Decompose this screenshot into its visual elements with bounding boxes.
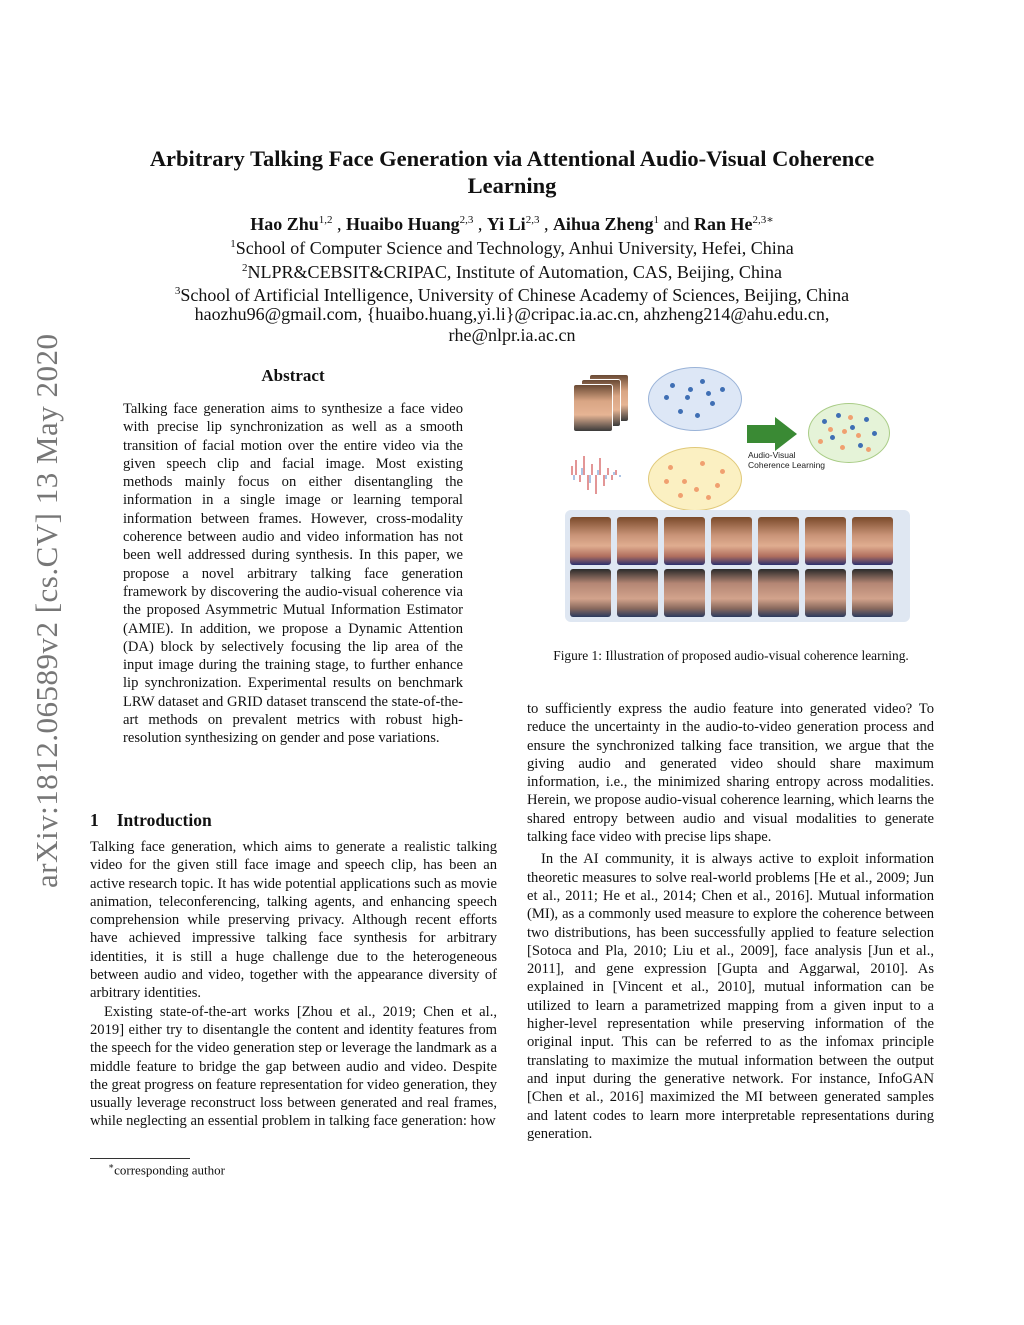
author-list bbox=[100, 208, 924, 236]
generated-face-female bbox=[664, 517, 705, 565]
feature-dot bbox=[694, 487, 699, 492]
generated-face-male bbox=[852, 569, 893, 617]
figure-arrow-label-line-2: Coherence Learning bbox=[748, 460, 826, 470]
feature-dot bbox=[664, 395, 669, 400]
generated-face-female bbox=[711, 517, 752, 565]
emails-line-2: rhe@nlpr.ia.ac.cn bbox=[448, 325, 576, 345]
feature-dot bbox=[830, 435, 835, 440]
intro-left-column bbox=[90, 838, 497, 1131]
audio-feature-ellipse bbox=[648, 447, 742, 511]
audio-waveform-icon bbox=[568, 450, 626, 500]
author-affiliation-marker: 1,2 bbox=[318, 214, 333, 226]
generated-face-male bbox=[570, 569, 611, 617]
generated-face-male bbox=[664, 569, 705, 617]
waveform-red bbox=[572, 456, 616, 494]
affiliation-3-text: School of Artificial Intelligence, University of Chinese Academy of Sciences, Beijing, China bbox=[180, 285, 850, 305]
affiliation-2-marker: 2 bbox=[242, 262, 248, 274]
feature-dot bbox=[858, 443, 863, 448]
abstract-text bbox=[123, 400, 463, 748]
feature-dot bbox=[715, 483, 720, 488]
feature-dot bbox=[822, 419, 827, 424]
author-name: Yi Li bbox=[486, 214, 526, 234]
footnote bbox=[108, 1161, 225, 1178]
feature-dot bbox=[864, 417, 869, 422]
abstract-paragraph: Talking face generation aims to synthesize a face video with precise lip synchronization as well as a smooth transition of facial motion over the entire video via the given speech clip and facial image. Most existing methods mainly focus on either disentangling the information in a single image or learning temporal information between frames. However, cross-modality coherence between audio and video information has not been well addressed during synthesis. In this paper, we propose a novel arbitrary talking face generation framework by discovering the audio-visual coherence via the proposed Asymmetric Mutual Information Estimator (AMIE). In addition, we propose a Dynamic Attention (DA) block by selectively focusing the lip area of the input image during the training stage, to further enhance lip synchronization. Experimental results on benchmark LRW dataset and GRID dataset transcend the state-of-the-art methods on prevalent metrics with robust high-resolution synthesizing on gender and pose variations. bbox=[123, 401, 463, 747]
figure-arrow-label-line-1: Audio-Visual bbox=[748, 450, 796, 460]
author-affiliation-marker: 2,3 bbox=[459, 214, 474, 226]
feature-dot bbox=[688, 387, 693, 392]
figure-1 bbox=[560, 365, 910, 625]
affiliation-1 bbox=[100, 233, 924, 260]
author-separator: , bbox=[539, 214, 553, 234]
feature-dot bbox=[685, 395, 690, 400]
generated-face-female bbox=[805, 517, 846, 565]
right-paragraph-2: In the AI community, it is always active to exploit information theoretic measures to solve real-world problems [He et al., 2009; Jun et al., 2011; He et al., 2014; Chen et al., 2016]. Mutual information (MI), as a commonly used measure to explore the coherence between two distributions, has been successfully applied to feature selection [Sotoca and Pla, 2010; Liu et al., 2009], face analysis [Jun et al., 2011], and gene expression [Gupta and Aggarwal, 2010]. As explained in [Vincent et al., 2010], mutual information can be utilized to learn a parametrized mapping from a given input to a higher-level representation while preserving information of the original input. This can be referred to as the infomax principle translating to maximize the mutual information between the output and input during the generative network. For instance, InfoGAN [Chen et al., 2016] maximized the MI between generated samples and latent codes to learn more interpretable representations during generation. bbox=[527, 851, 934, 1142]
section-heading bbox=[90, 810, 212, 831]
author-affiliation-marker: 2,3∗ bbox=[752, 214, 774, 226]
generated-face-female bbox=[617, 517, 658, 565]
footnote-rule bbox=[90, 1158, 190, 1159]
author-separator: , bbox=[473, 214, 487, 234]
feature-dot bbox=[710, 401, 715, 406]
feature-dot bbox=[828, 427, 833, 432]
feature-dot bbox=[856, 433, 861, 438]
generated-face-male bbox=[711, 569, 752, 617]
visual-feature-ellipse bbox=[648, 367, 742, 431]
figure-caption: Figure 1: Illustration of proposed audio-visual coherence learning. bbox=[553, 648, 909, 663]
author-affiliation-marker: 1 bbox=[653, 214, 659, 226]
feature-dot bbox=[678, 409, 683, 414]
feature-dot bbox=[842, 429, 847, 434]
feature-dot bbox=[668, 465, 673, 470]
feature-dot bbox=[848, 415, 853, 420]
feature-dot bbox=[670, 383, 675, 388]
author-name: Hao Zhu bbox=[250, 214, 319, 234]
right-paragraph-1: to sufficiently express the audio feature into generated video? To reduce the uncertainty in the audio-to-video generation process and ensure the synchronized talking face transition, we argue that the giving audio and generated video should share maximum information, i.e., the minimized sharing entropy across modalities. Herein, we propose audio-visual coherence learning, which learns the shared entropy between audio and visual modalities to generate talking face video with precise lips shape. bbox=[527, 701, 934, 846]
footnote-mark: ∗ bbox=[108, 1161, 115, 1171]
feature-dot bbox=[840, 445, 845, 450]
feature-dot bbox=[700, 379, 705, 384]
section-number: 1 bbox=[90, 810, 99, 830]
feature-dot bbox=[866, 447, 871, 452]
author-affiliation-marker: 2,3 bbox=[525, 214, 540, 226]
feature-dot bbox=[836, 413, 841, 418]
emails-line-1: haozhu96@gmail.com, {huaibo.huang,yi.li}@cripac.ia.ac.cn, ahzheng214@ahu.edu.cn, bbox=[194, 304, 830, 324]
generated-face-female bbox=[570, 517, 611, 565]
section-title: Introduction bbox=[116, 810, 212, 830]
author-name: Ran He bbox=[693, 214, 753, 234]
figure-arrow-label bbox=[748, 450, 825, 470]
title-line-2: Learning bbox=[467, 173, 557, 198]
paper-title bbox=[100, 145, 924, 199]
generated-face-male bbox=[617, 569, 658, 617]
affiliation-3-marker: 3 bbox=[174, 285, 181, 297]
title-line-1: Arbitrary Talking Face Generation via Attentional Audio-Visual Coherence bbox=[149, 146, 875, 171]
generated-face-female bbox=[852, 517, 893, 565]
footnote-text: corresponding author bbox=[114, 1162, 225, 1178]
feature-dot bbox=[720, 387, 725, 392]
affiliation-2-text: NLPR&CEBSIT&CRIPAC, Institute of Automation, CAS, Beijing, China bbox=[247, 262, 782, 282]
feature-dot bbox=[706, 391, 711, 396]
feature-dot bbox=[720, 469, 725, 474]
feature-dot bbox=[706, 495, 711, 500]
affiliation-1-text: School of Computer Science and Technology, Anhui University, Hefei, China bbox=[235, 238, 794, 258]
affiliation-1-marker: 1 bbox=[230, 238, 236, 250]
generated-face-female bbox=[758, 517, 799, 565]
arrow-head-icon bbox=[775, 417, 797, 451]
intro-paragraph-1: Talking face generation, which aims to generate a realistic talking video for the given still face image and speech clip, has been an active research topic. It has wide potential applications such as movie animation, teleconferencing, talking agents, and enhancing speech comprehension while preserving privacy. Although recent efforts have achieved impressive talking face synthesis for arbitrary identities, it is still a huge challenge due to the heterogeneous between audio and video, together with the appearance diversity of arbitrary identities. bbox=[90, 839, 497, 1002]
author-separator: , bbox=[332, 214, 347, 234]
arrow-icon bbox=[747, 425, 777, 443]
feature-dot bbox=[695, 413, 700, 418]
waveform-blue bbox=[574, 468, 620, 483]
generated-face-male bbox=[758, 569, 799, 617]
feature-dot bbox=[682, 479, 687, 484]
feature-dot bbox=[818, 439, 823, 444]
feature-dot bbox=[850, 425, 855, 430]
feature-dot bbox=[872, 431, 877, 436]
face-stack-front bbox=[574, 385, 612, 431]
generated-face-male bbox=[805, 569, 846, 617]
author-separator: and bbox=[658, 214, 694, 234]
feature-dot bbox=[700, 461, 705, 466]
arxiv-identifier: arXiv:1812.06589v2 [cs.CV] 13 May 2020 bbox=[29, 333, 64, 888]
feature-dot bbox=[664, 479, 669, 484]
author-name: Aihua Zheng bbox=[552, 214, 654, 234]
abstract-heading: Abstract bbox=[261, 366, 325, 385]
right-column bbox=[527, 700, 934, 1143]
intro-paragraph-2: Existing state-of-the-art works [Zhou et al., 2019; Chen et al., 2019] either try to disentangle the content and identity features from the speech for the video generation step or leverage the landmark as a middle feature to bridge the gap between audio and video. Despite the great progress on feature representation for video generation, they usually leverage reconstruct loss between generated and real frames, while neglecting an essential problem in talking face generation: how bbox=[90, 1003, 497, 1130]
feature-dot bbox=[678, 493, 683, 498]
author-name: Huaibo Huang bbox=[346, 214, 460, 234]
